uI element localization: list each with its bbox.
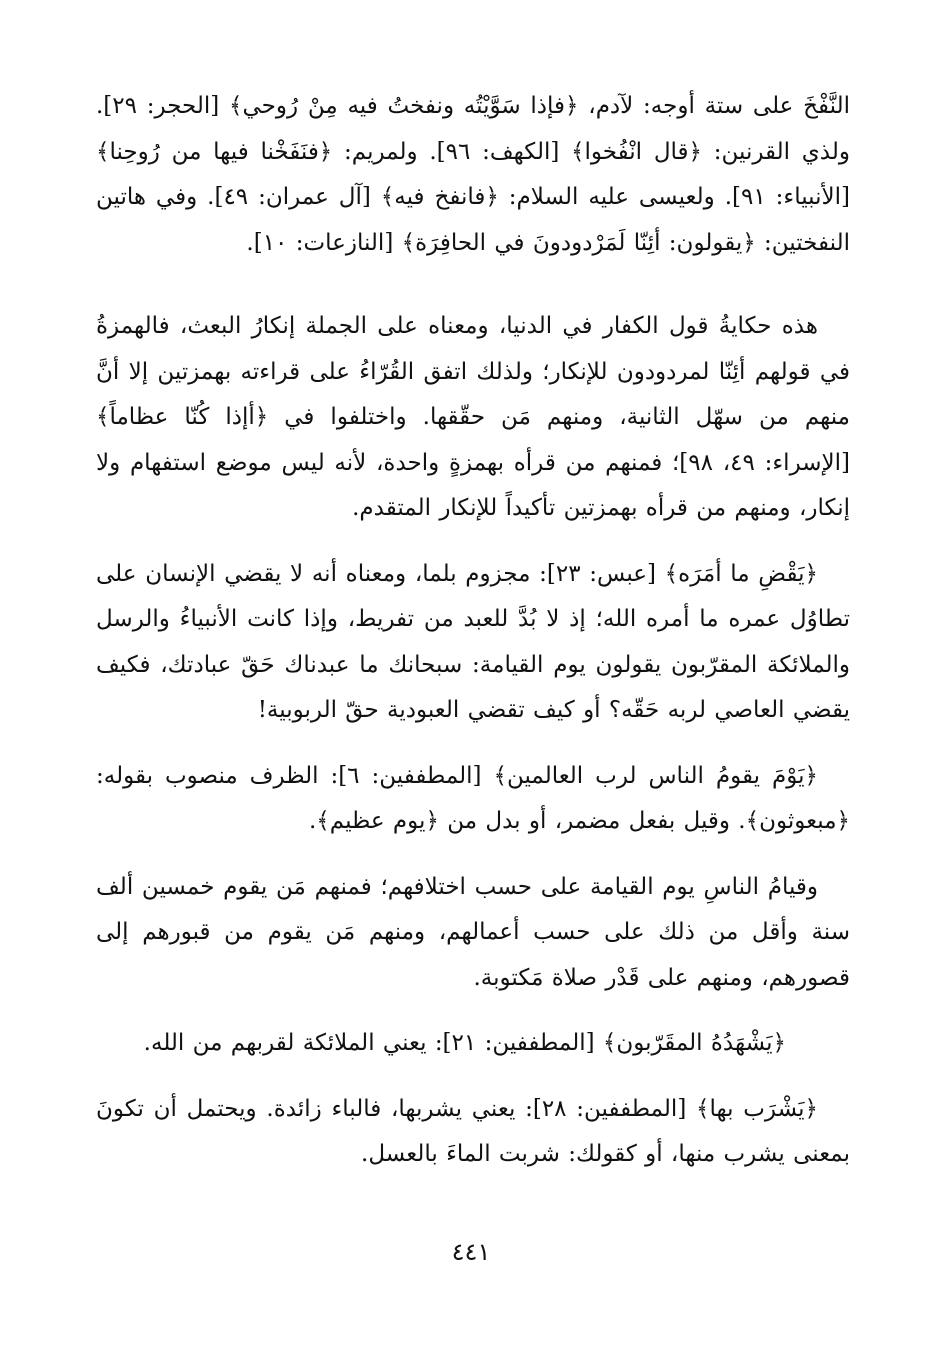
paragraph-yashhaduhu: ﴿يَشْهَدُهُ المقَرّبون﴾ [المطففين: ٢١]: يعني الملائكة لقربهم من الله. — [143, 1030, 786, 1056]
page-number: ٤٤١ — [451, 1238, 491, 1266]
paragraph-yashrabu-biha: ﴿يَشْرَب بها﴾ [المطففين: ٢٨]: يعني يشربها، فالباء زائدة. ويحتمل أن تكونَ بمعنى يشرب منها، أو كقولك: شربت الماءَ بالعسل. — [96, 1095, 850, 1167]
page-body — [96, 84, 850, 1178]
paragraph-nafkh: النَّفْخَ على ستة أوجه: لآدم، ﴿فإذا سَوَّيْتُه ونفختُ فيه مِنْ رُوحي﴾ [الحجر: ٢٩]. ولذي القرنين: ﴿قال انْفُخوا﴾ [الكهف: ٩٦]. ولمريم: ﴿فنَفَخْنا فيها من رُوحِنا﴾ [الأنبياء: ٩١]. ولعيسى عليه السلام: ﴿فانفخ فيه﴾ [آل عمران: ٤٩]. وفي هاتين النفختين: ﴿يقولون: أئِنّا لَمَرْدودونَ في الحافِرَة﴾ [النازعات: ١٠]. — [96, 93, 850, 256]
paragraph-qiyam-an-nas: وقيامُ الناسِ يوم القيامة على حسب اختلافهم؛ فمنهم مَن يقوم خمسين ألف سنة وأقل من ذلك على حسب أعمالهم، ومنهم مَن يقوم من قبورهم إلى قصورهم، ومنهم على قَدْر صلاة مَكتوبة. — [96, 873, 850, 991]
paragraph-yaqdi: ﴿يَقْضِ ما أمَرَه﴾ [عبس: ٢٣]: مجزوم بلما، ومعناه أنه لا يقضي الإنسان على تطاوُل عمره ما أمره الله؛ إذ لا بُدَّ للعبد من تفريط، وإذا كانت الأنبياءُ والرسل والملائكة المقرّبون يقولون يوم القيامة: سبحانك ما عبدناك حَقّ عبادتك، فكيف يقضي العاصي لربه حَقّه؟ أو كيف تقضي العبودية حقّ الربوبية! — [96, 560, 850, 723]
paragraph-yawma-yaqumu: ﴿يَوْمَ يقومُ الناس لرب العالمين﴾ [المطففين: ٦]: الظرف منصوب بقوله: ﴿مبعوثون﴾. وقيل بفعل مضمر، أو بدل من ﴿يوم عظيم﴾. — [96, 762, 850, 834]
paragraph-disbelievers-saying: هذه حكايةُ قول الكفار في الدنيا، ومعناه على الجملة إنكارُ البعث، فالهمزةُ في قولهم أئِنّا لمردودون للإنكار؛ ولذلك اتفق القُرّاءُ على قراءته بهمزتين إلا أنَّ منهم من سهّل الثانية، ومنهم مَن حقّقها. واختلفوا في ﴿أإذا كُنّا عظاماً﴾ [الإسراء: ٤٩، ٩٨]؛ فمنهم من قرأه بهمزةٍ واحدة، لأنه ليس موضع استفهام ولا إنكار، ومنهم من قرأه بهمزتين تأكيداً للإنكار المتقدم. — [96, 313, 851, 521]
